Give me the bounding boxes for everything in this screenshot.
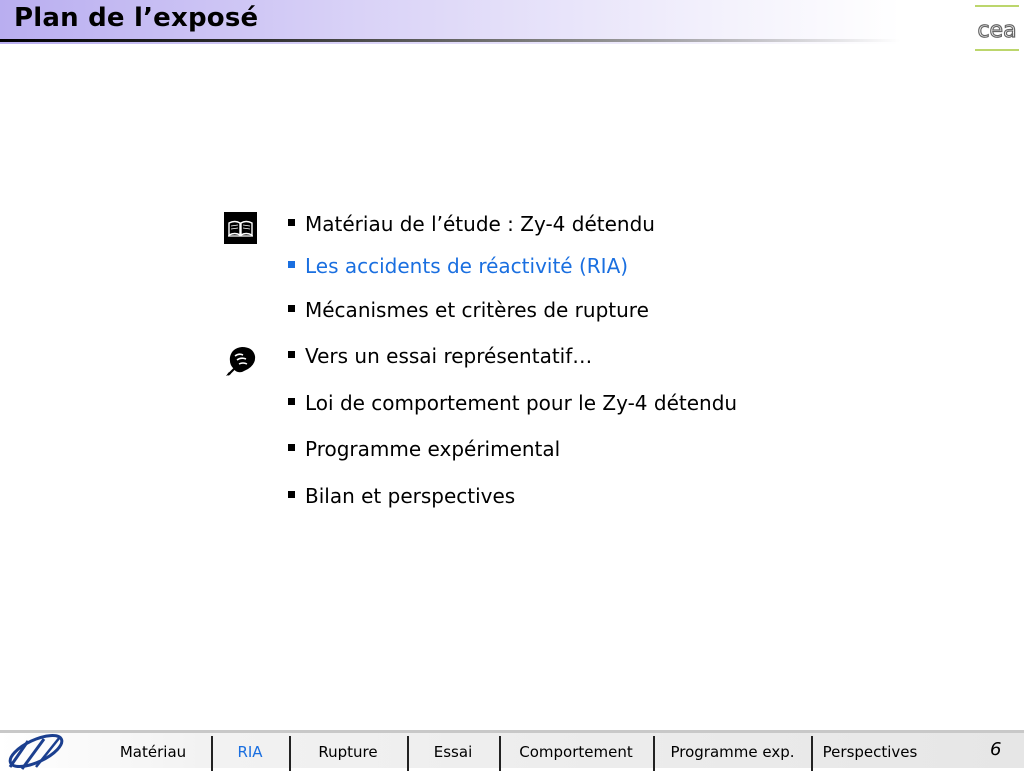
- nav-rupture[interactable]: Rupture: [318, 743, 378, 761]
- slide-title: Plan de l’exposé: [14, 3, 259, 33]
- bullet-square-icon: [288, 444, 295, 451]
- writing-hand-icon: [224, 343, 258, 377]
- title-bar: [0, 0, 1024, 44]
- outline-item-materiau[interactable]: [288, 212, 655, 236]
- bullet-square-icon: [288, 351, 295, 358]
- nav-essai[interactable]: Essai: [433, 743, 473, 761]
- title-underline: [0, 39, 900, 42]
- outline-item-comportement[interactable]: [288, 391, 737, 415]
- bullet-square-icon: [288, 491, 295, 498]
- bullet-square-icon: [288, 398, 295, 405]
- outline-item-bilan[interactable]: [288, 484, 515, 508]
- bullet-square-icon: [288, 305, 295, 312]
- book-icon: [224, 212, 257, 244]
- outline-item-label: Vers un essai représentatif…: [305, 344, 593, 368]
- nav-ria[interactable]: RIA: [237, 743, 263, 761]
- outline-item-label: Bilan et perspectives: [305, 484, 516, 508]
- nav-materiau[interactable]: Matériau: [119, 743, 187, 761]
- nav-perspectives[interactable]: Perspectives: [822, 743, 918, 761]
- outline-item-label: Mécanismes et critères de rupture: [305, 298, 649, 322]
- nav-comportement[interactable]: Comportement: [519, 743, 633, 761]
- page-number: 6: [990, 739, 1002, 760]
- cea-logo: [974, 4, 1020, 52]
- bullet-square-icon: [288, 261, 295, 268]
- outline-item-programme[interactable]: [288, 437, 560, 461]
- nav-programme[interactable]: Programme exp.: [670, 743, 795, 761]
- outline-item-label: Programme expérimental: [305, 437, 561, 461]
- outline-item-essai[interactable]: [288, 344, 592, 368]
- outline-item-label: Loi de comportement pour le Zy-4 détendu: [305, 391, 738, 415]
- outline-item-ria[interactable]: [288, 254, 628, 278]
- institution-logo: [2, 733, 72, 771]
- bullet-square-icon: [288, 219, 295, 226]
- logo-text: cea: [977, 18, 1017, 43]
- outline-item-rupture[interactable]: [288, 298, 649, 322]
- outline-item-label: Les accidents de réactivité (RIA): [305, 254, 629, 278]
- footer-nav: [0, 730, 1024, 768]
- outline-item-label: Matériau de l’étude : Zy-4 détendu: [305, 212, 655, 236]
